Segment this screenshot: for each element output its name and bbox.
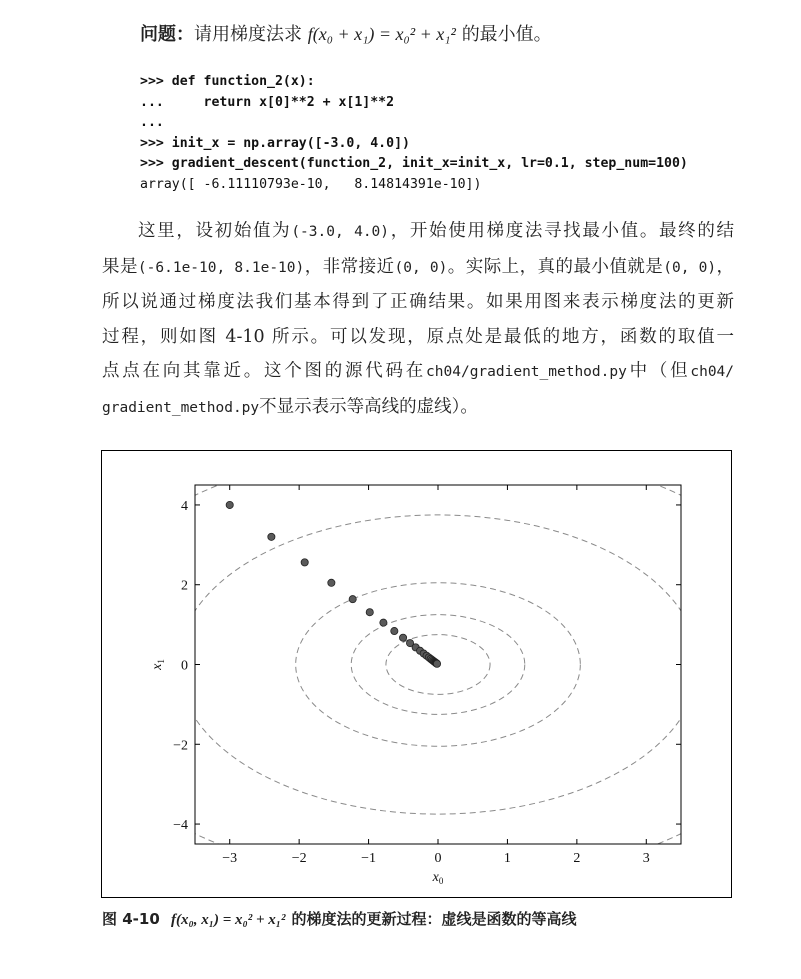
body-paragraph	[102, 214, 734, 425]
paragraph-line-4: 过程，则如图 4-10 所示。可以发现，原点处是最低的地方，函数的取值一	[102, 326, 734, 347]
paragraph-line-5	[102, 354, 734, 390]
problem-statement	[140, 20, 552, 46]
paragraph-line-3: 所以说通过梯度法我们基本得到了正确结果。如果用图来表示梯度法的更新	[102, 292, 734, 312]
figure-frame	[101, 450, 732, 898]
paragraph-line-2	[102, 250, 734, 286]
x-tick-label: −1	[361, 851, 377, 866]
x-tick-label: 0	[434, 851, 442, 866]
x-tick-label: −3	[222, 851, 238, 866]
code-line: >>> init_x = np.array([-3.0, 4.0])	[140, 135, 410, 151]
inline-code: (-3.0, 4.0)	[291, 224, 390, 240]
y-tick-label: 4	[181, 498, 188, 514]
code-block	[140, 72, 688, 195]
y-tick-label: 0	[181, 658, 188, 674]
inline-code: ch04/	[690, 364, 735, 380]
text: 果是	[102, 256, 138, 277]
y-tick-label: 2	[181, 578, 188, 594]
inline-code: (0, 0)	[663, 259, 717, 276]
problem-prefix: 请用梯度法求	[194, 24, 302, 45]
text: 中（但	[626, 361, 691, 381]
data-point	[433, 660, 440, 667]
inline-code: gradient_method.py	[102, 399, 260, 416]
data-point	[366, 609, 373, 616]
problem-label: 问题：	[140, 24, 194, 45]
inline-code: (0, 0)	[394, 259, 448, 276]
contour-line	[102, 451, 731, 884]
x-axis-label: $x_0$	[432, 870, 444, 886]
data-point	[268, 533, 275, 540]
code-output-line: array([ -6.11110793e-10, 8.14814391e-10])	[140, 176, 482, 192]
code-line: >>> def function_2(x):	[140, 74, 315, 89]
y-axis-label: $x_1$	[150, 659, 166, 670]
x-tick-label: −2	[291, 851, 307, 866]
x-tick-label: 2	[573, 851, 581, 866]
y-tick-label: −2	[173, 738, 188, 754]
data-point	[380, 619, 387, 626]
text: ，非常接近	[304, 256, 395, 277]
contour-group	[102, 451, 731, 884]
gradient-descent-chart	[102, 451, 731, 897]
caption-text: 的梯度法的更新过程：虚线是函数的等高线	[291, 910, 577, 928]
problem-formula: f(x₀ + x₁) = x₀² + x₁²	[307, 24, 456, 44]
data-point	[226, 501, 233, 508]
problem-suffix: 的最小值。	[461, 24, 552, 45]
inline-code: ch04/gradient_method.py	[426, 364, 627, 380]
data-point	[349, 596, 356, 603]
text: 不显示表示等高线的虚线）。	[259, 396, 478, 417]
caption-formula: f(x₀, x₁) = x₀² + x₁²	[171, 912, 286, 928]
code-line: >>> gradient_descent(function_2, init_x=init_x, lr=0.1, step_num=100)	[140, 156, 688, 171]
text: 点点在向其靠近。这个图的源代码在	[102, 361, 427, 381]
text: 。实际上，真的最小值就是	[447, 256, 664, 277]
caption-label: 图 4-10	[102, 910, 160, 928]
paragraph-line-6	[102, 390, 734, 426]
x-tick-label: 3	[642, 851, 650, 866]
data-point	[391, 627, 398, 634]
x-tick-label: 1	[503, 851, 511, 866]
text: 这里，设初始值为	[138, 221, 292, 241]
y-tick-label: −4	[173, 818, 188, 834]
data-point	[301, 559, 308, 566]
inline-code: (-6.1e-10, 8.1e-10)	[137, 259, 305, 276]
data-point	[328, 579, 335, 586]
data-point	[399, 634, 406, 641]
text: ，开始使用梯度法寻找最小值。最终的结	[389, 221, 735, 241]
paragraph-line-1	[102, 214, 734, 250]
figure-caption	[102, 908, 577, 929]
text: ，	[716, 256, 735, 277]
code-line: ...	[140, 115, 164, 130]
code-line: ... return x[0]**2 + x[1]**2	[140, 94, 395, 110]
